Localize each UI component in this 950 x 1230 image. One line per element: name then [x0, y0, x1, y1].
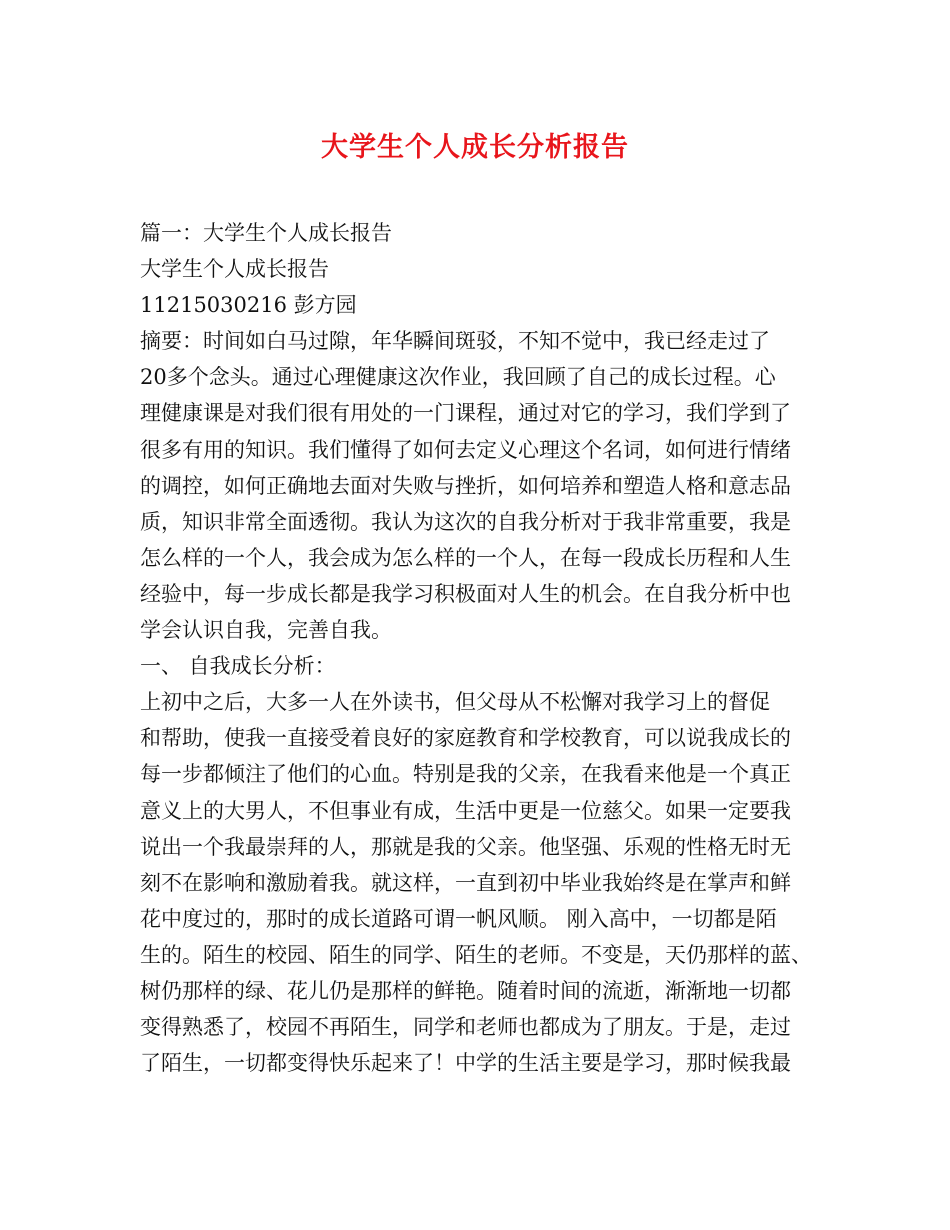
- text-line: 上初中之后，大多一人在外读书，但父母从不松懈对我学习上的督促: [140, 690, 770, 715]
- text-line: 树仍那样的绿、花儿仍是那样的鲜艳。随着时间的流逝，渐渐地一切都: [140, 978, 791, 1003]
- document-title: 大学生个人成长分析报告: [321, 132, 629, 163]
- text-line: 生的。陌生的校园、陌生的同学、陌生的老师。不变是，天仍那样的蓝、: [140, 942, 812, 967]
- text-line: 和帮助，使我一直接受着良好的家庭教育和学校教育，可以说我成长的: [140, 726, 791, 751]
- text-line: 很多有用的知识。我们懂得了如何去定义心理这个名词，如何进行情绪: [140, 437, 791, 462]
- text-line: 的调控，如何正确地去面对失败与挫折，如何培养和塑造人格和意志品: [140, 473, 791, 498]
- text-line: 20多个念头。通过心理健康这次作业，我回顾了自己的成长过程。心: [140, 365, 776, 390]
- document-body: [140, 215, 830, 1081]
- text-line: 花中度过的，那时的成长道路可谓一帆风顺。 刚入高中，一切都是陌: [140, 906, 777, 931]
- text-line: 篇一：大学生个人成长报告: [140, 221, 392, 245]
- text-line: 一、 自我成长分析：: [140, 654, 336, 679]
- text-line: 大学生个人成长报告: [140, 257, 329, 282]
- text-line: 意义上的大男人，不但事业有成，生活中更是一位慈父。如果一定要我: [140, 798, 791, 823]
- text-line: 每一步都倾注了他们的心血。特别是我的父亲，在我看来他是一个真正: [140, 762, 791, 787]
- text-line: 刻不在影响和激励着我。就这样，一直到初中毕业我始终是在掌声和鲜: [140, 870, 791, 895]
- text-line: 经验中，每一步成长都是我学习积极面对人生的机会。在自我分析中也: [140, 581, 791, 606]
- text-line: 了陌生，一切都变得快乐起来了！中学的生活主要是学习，那时候我最: [140, 1051, 791, 1076]
- text-line: 理健康课是对我们很有用处的一门课程，通过对它的学习，我们学到了: [140, 401, 791, 426]
- text-line: 11215030216 彭方园: [140, 293, 357, 318]
- text-line: 学会认识自我，完善自我。: [140, 618, 392, 643]
- text-line: 说出一个我最崇拜的人，那就是我的父亲。他坚强、乐观的性格无时无: [140, 834, 791, 859]
- text-line: 质，知识非常全面透彻。我认为这次的自我分析对于我非常重要，我是: [140, 509, 791, 534]
- text-line: 变得熟悉了，校园不再陌生，同学和老师也都成为了朋友。于是，走过: [140, 1015, 791, 1040]
- text-line: 摘要：时间如白马过隙，年华瞬间斑驳，不知不觉中，我已经走过了: [140, 329, 770, 354]
- text-line: 怎么样的一个人，我会成为怎么样的一个人，在每一段成长历程和人生: [140, 545, 791, 570]
